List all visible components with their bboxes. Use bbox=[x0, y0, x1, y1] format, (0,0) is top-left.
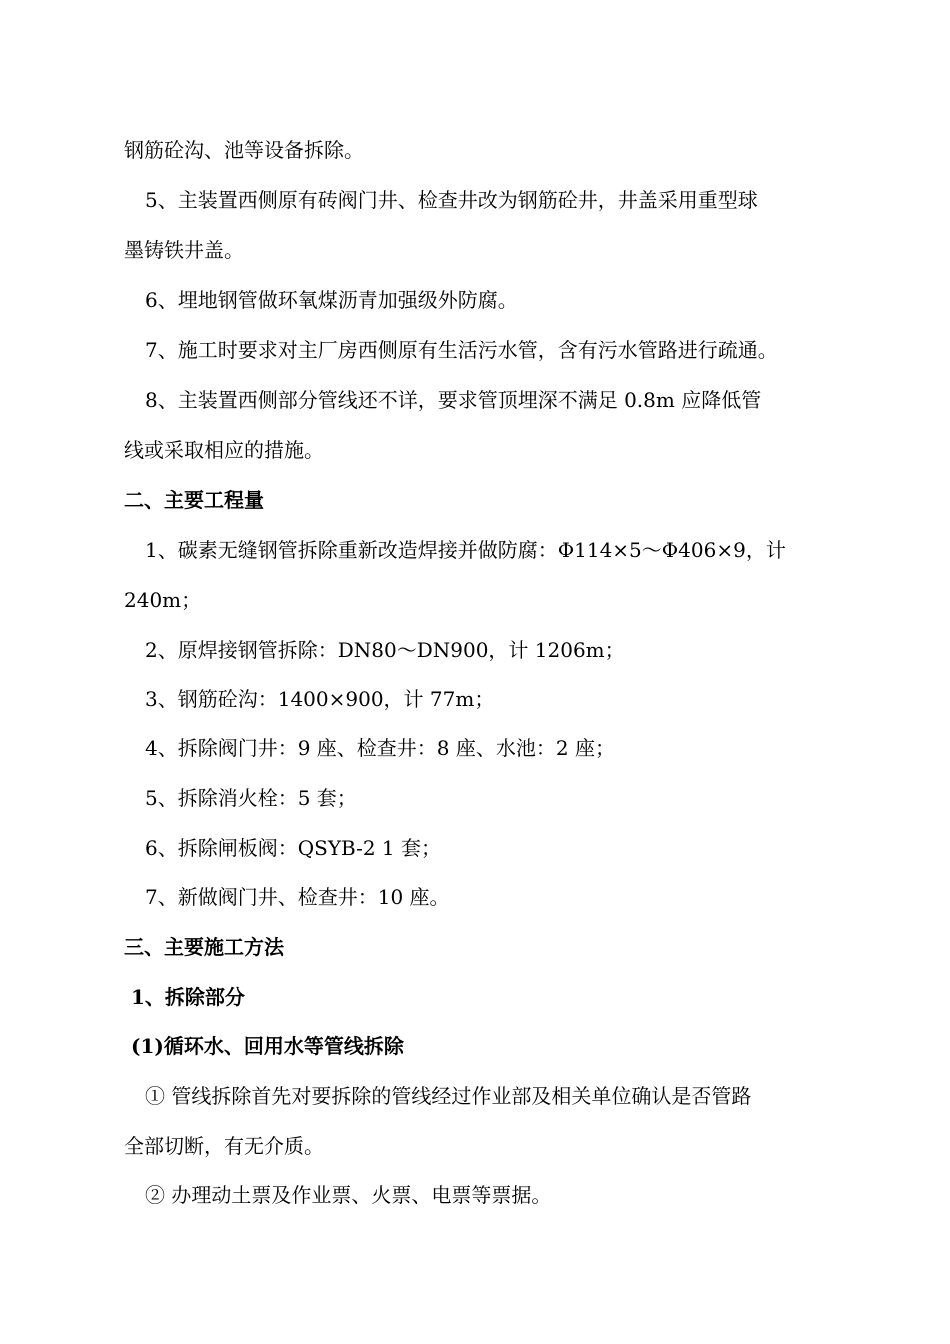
section-heading: 二、主要工程量 bbox=[124, 488, 264, 512]
section-heading: 三、主要施工方法 bbox=[124, 935, 284, 959]
list-item: 5、拆除消火栓：5 套； bbox=[145, 786, 357, 810]
text-line: 墨铸铁井盖。 bbox=[124, 238, 244, 262]
subsection-heading: (1)循环水、回用水等管线拆除 bbox=[131, 1034, 404, 1058]
text-line: 线或采取相应的措施。 bbox=[124, 438, 324, 462]
list-item: 2、原焊接钢管拆除：DN80～DN900，计 1206m； bbox=[145, 638, 625, 662]
text-line: ② 办理动土票及作业票、火票、电票等票据。 bbox=[145, 1183, 552, 1207]
text-line: 6、埋地钢管做环氧煤沥青加强级外防腐。 bbox=[145, 288, 518, 312]
text-line: 全部切断，有无介质。 bbox=[124, 1134, 324, 1158]
list-item: 1、碳素无缝钢管拆除重新改造焊接并做防腐：Φ114×5～Φ406×9，计 bbox=[145, 538, 786, 562]
list-item: 6、拆除闸板阀：QSYB-2 1 套； bbox=[145, 836, 442, 860]
subsection-heading: 1、拆除部分 bbox=[131, 985, 245, 1009]
text-line: 钢筋砼沟、池等设备拆除。 bbox=[124, 138, 364, 162]
text-line: ① 管线拆除首先对要拆除的管线经过作业部及相关单位确认是否管路 bbox=[145, 1084, 752, 1108]
text-line: 7、施工时要求对主厂房西侧原有生活污水管，含有污水管路进行疏通。 bbox=[145, 338, 778, 362]
text-line: 8、主装置西侧部分管线还不详，要求管顶埋深不满足 0.8m 应降低管 bbox=[145, 388, 762, 412]
list-item: 240m； bbox=[124, 588, 202, 612]
list-item: 4、拆除阀门井：9 座、检查井：8 座、水池：2 座； bbox=[145, 736, 615, 760]
list-item: 3、钢筋砼沟：1400×900，计 77m； bbox=[145, 687, 495, 711]
text-line: 5、主装置西侧原有砖阀门井、检查井改为钢筋砼井，井盖采用重型球 bbox=[145, 188, 758, 212]
list-item: 7、新做阀门井、检查井：10 座。 bbox=[145, 885, 450, 909]
